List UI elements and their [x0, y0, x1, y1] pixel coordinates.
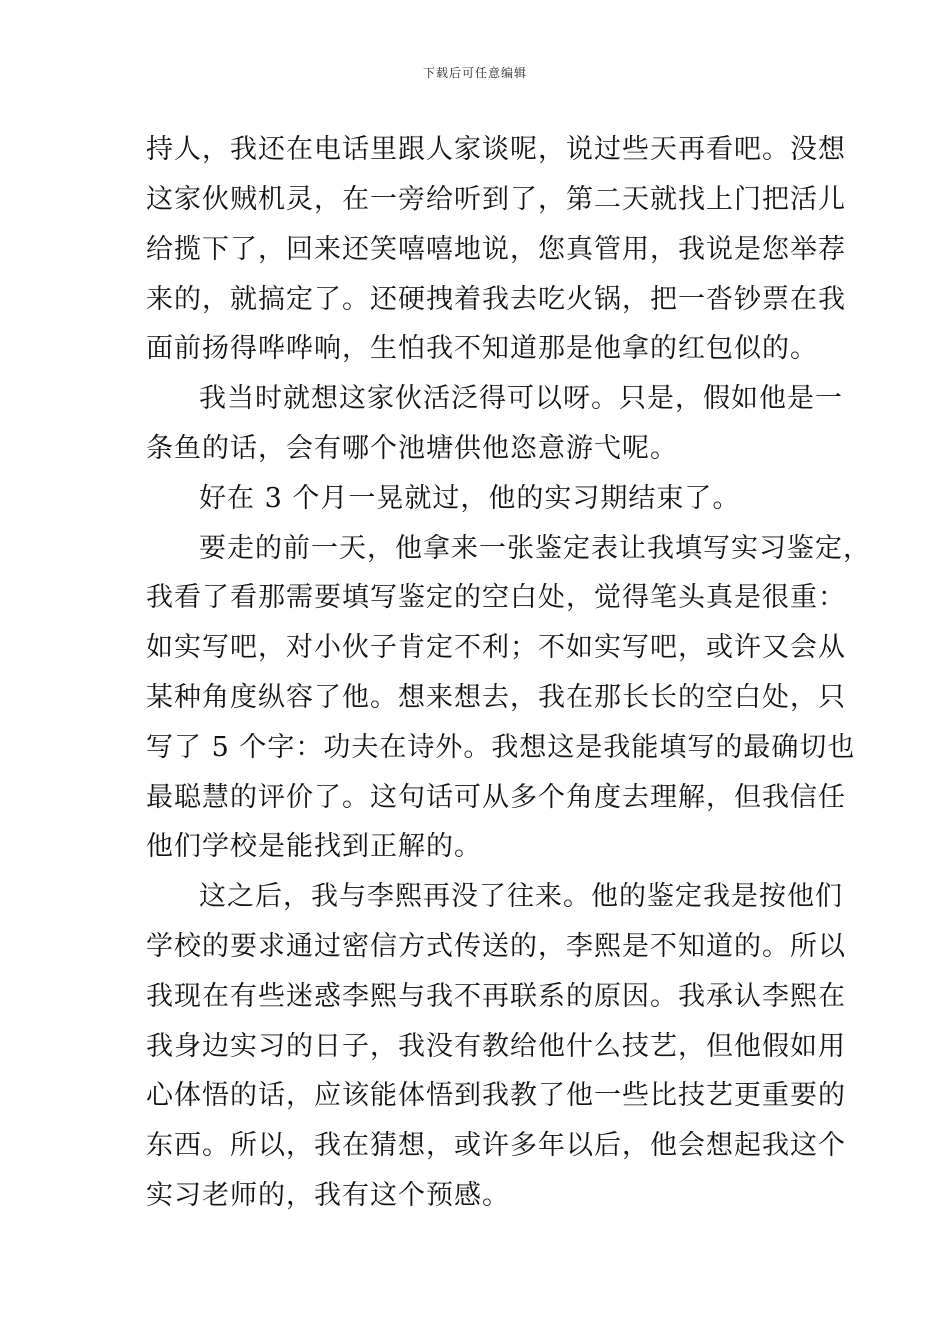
text-line-1: 持人，我还在电话里跟人家谈呢，说过些天再看吧。没想 — [146, 134, 846, 165]
text-line-12: 某种角度纵容了他。想来想去，我在那长长的空白处，只 — [146, 682, 846, 713]
text-line-22: 实习老师的，我有这个预感。 — [146, 1180, 510, 1211]
text-line-20: 心体悟的话，应该能体悟到我教了他一些比技艺更重要的 — [146, 1080, 846, 1111]
text-line-4: 来的，就搞定了。还硬拽着我去吃火锅，把一沓钞票在我 — [146, 284, 846, 315]
text-line-7: 条鱼的话，会有哪个池塘供他恣意游弋呢。 — [146, 433, 678, 464]
text-line-5: 面前扬得哗哗响，生怕我不知道那是他拿的红包似的。 — [146, 333, 818, 364]
text-line-2: 这家伙贼机灵，在一旁给听到了，第二天就找上门把活儿 — [146, 184, 846, 215]
text-line-18: 我现在有些迷惑李熙与我不再联系的原因。我承认李熙在 — [146, 981, 846, 1012]
text-line-17: 学校的要求通过密信方式传送的，李熙是不知道的。所以 — [146, 931, 846, 962]
text-line-3: 给揽下了，回来还笑嘻嘻地说，您真管用，我说是您举荐 — [146, 234, 846, 265]
text-line-8: 好在 3 个月一晃就过，他的实习期结束了。 — [199, 483, 741, 514]
text-line-21: 东西。所以，我在猜想，或许多年以后，他会想起我这个 — [146, 1130, 846, 1161]
text-line-14: 最聪慧的评价了。这句话可从多个角度去理解，但我信任 — [146, 782, 846, 813]
text-line-16: 这之后，我与李熙再没了往来。他的鉴定我是按他们 — [199, 881, 843, 912]
text-line-13: 写了 5 个字：功夫在诗外。我想这是我能填写的最确切也 — [146, 732, 856, 763]
text-line-19: 我身边实习的日子，我没有教给他什么技艺，但他假如用 — [146, 1031, 846, 1062]
text-line-6: 我当时就想这家伙活泛得可以呀。只是，假如他是一 — [199, 383, 843, 414]
text-line-9: 要走的前一天，他拿来一张鉴定表让我填写实习鉴定， — [199, 533, 871, 564]
page-header-note: 下载后可任意编辑 — [422, 66, 527, 80]
text-line-10: 我看了看那需要填写鉴定的空白处，觉得笔头真是很重： — [146, 582, 846, 613]
text-line-11: 如实写吧，对小伙子肯定不利；不如实写吧，或许又会从 — [146, 632, 846, 663]
text-line-15: 他们学校是能找到正解的。 — [146, 831, 482, 862]
